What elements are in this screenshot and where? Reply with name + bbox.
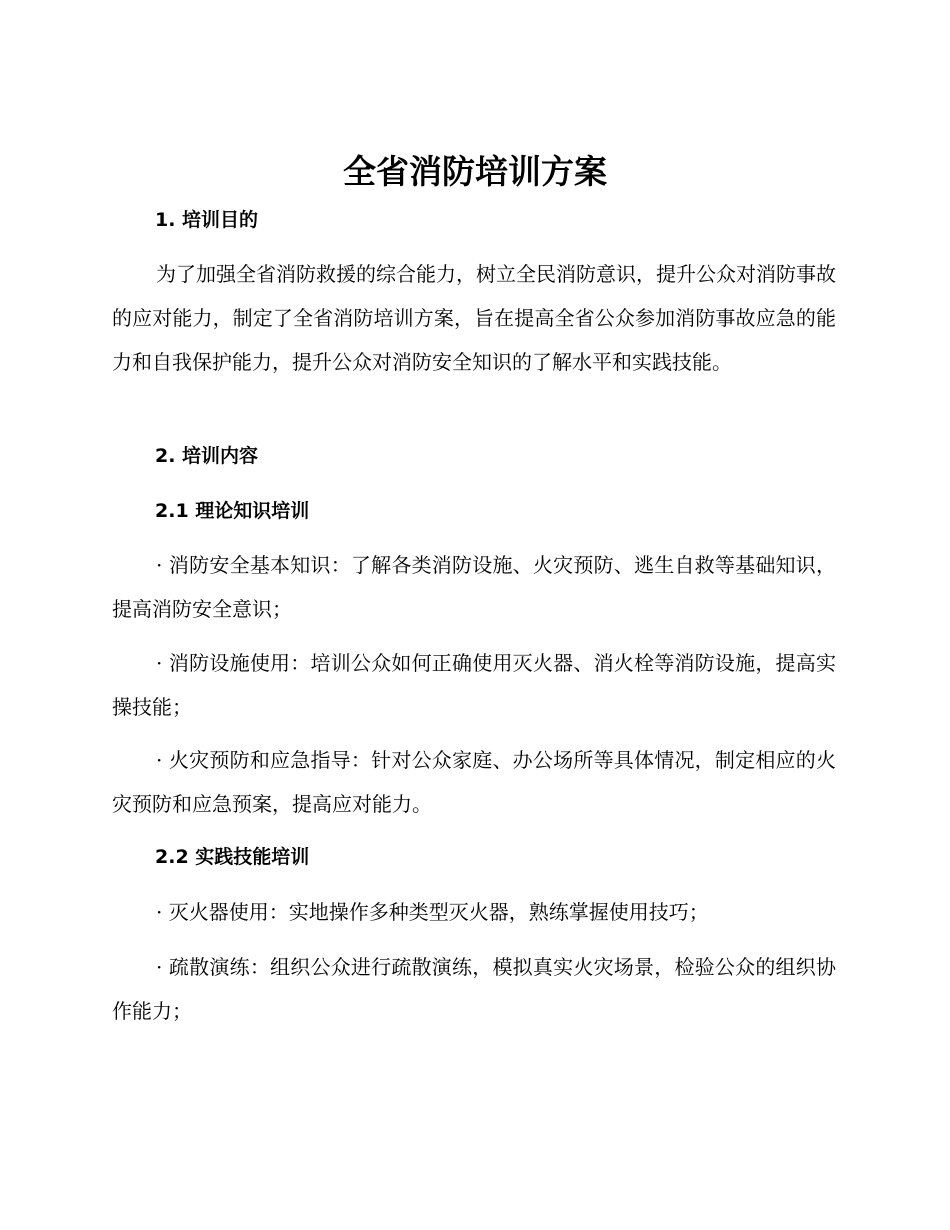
purpose-paragraph: 为了加强全省消防救援的综合能力，树立全民消防意识，提升公众对消防事故的应对能力，制定了全省消防培训方案，旨在提高全省公众参加消防事故应急的能力和自我保护能力，提升公众对消防安全知识的了解水平和实践技能。 — [112, 262, 836, 374]
list-item: · 灭火器使用：实地操作多种类型灭火器，熟练掌握使用技巧； — [156, 900, 709, 924]
document-title: 全省消防培训方案 — [343, 152, 607, 191]
list-item: · 疏散演练：组织公众进行疏散演练，模拟真实火灾场景，检验公众的组织协作能力； — [112, 955, 836, 1023]
section-heading-purpose: 1. 培训目的 — [155, 209, 259, 231]
subsection-heading-practice: 2.2 实践技能培训 — [155, 846, 310, 868]
list-item: · 消防安全基本知识：了解各类消防设施、火灾预防、逃生自救等基础知识，提高消防安全意识； — [112, 553, 836, 621]
list-item: · 消防设施使用：培训公众如何正确使用灭火器、消火栓等消防设施，提高实操技能； — [112, 651, 836, 719]
list-item: · 火灾预防和应急指导：针对公众家庭、办公场所等具体情况，制定相应的火灾预防和应急预案，提高应对能力。 — [112, 748, 836, 816]
subsection-heading-theory: 2.1 理论知识培训 — [155, 500, 310, 522]
section-heading-content: 2. 培训内容 — [155, 445, 259, 467]
